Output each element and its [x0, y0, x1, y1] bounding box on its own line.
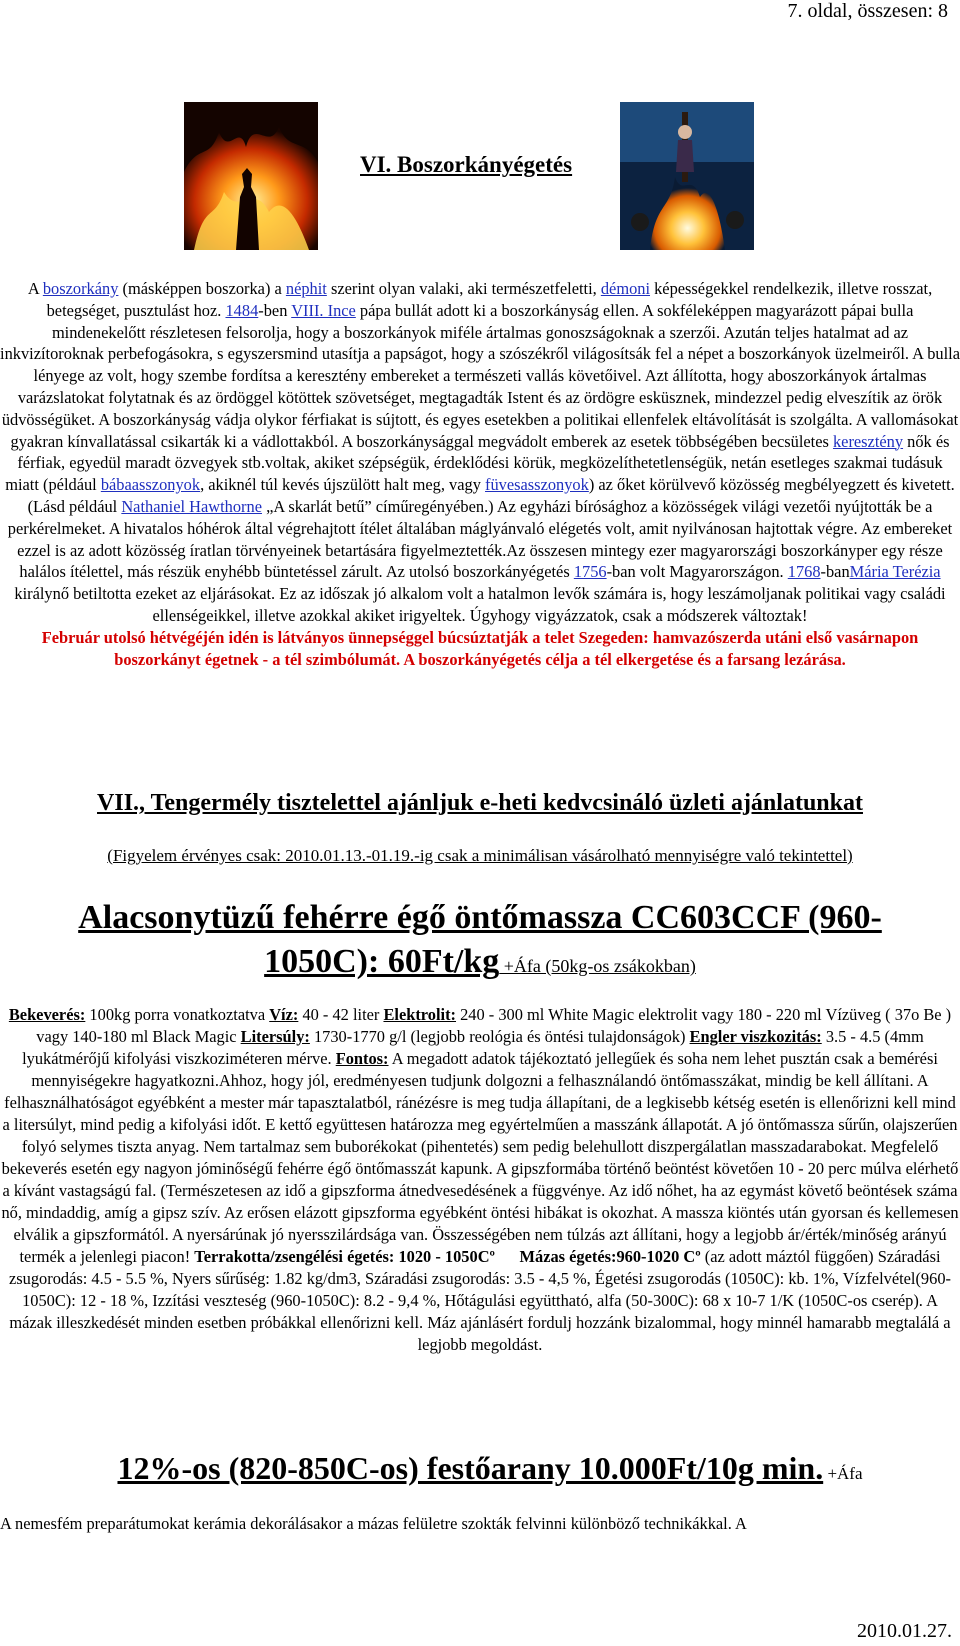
section-6-paragraph: A boszorkány (másképpen boszorka) a néphit szerint olyan valaki, aki természetfeletti, démoni képességekkel rendelkezik, illetve rosszat, betegséget, pusztulást hoz. 1484-ben VIII. Ince pápa bullát adott ki a boszorkányság ellen. A sokféleképpen magyarázott pápai bulla mindenekelőtt részletesen felsorolja, hogy a boszorkányok miféle ártalmas gonoszságoknak a szerzői. Azután teljes hatalmat ad az inkvizítoroknak perbefogásokra, s egyszersmind utasítja a papságot, hogy a szószékről világosítsák fel a népet a boszorkányok üzelmeiről. A bulla lényege az volt, hogy szembe fordítsa a keresztény embereket a természeti vallás követőivel. Azt állította, hogy aboszorkányok ártalmas varázslatokat folytatnak és az ördöggel kötöttek szövetséget, megtagadták Istent és az ördögre esküsznek, mindezzel pedig elveszítik az örök üdvösségüket. A boszorkányság vádja olykor férfiakat is sújtott, és egyes esetekben a politikai ellenfelek eltávolítását is szolgálta. A vallomásokat gyakran kínvallatással csikarták ki a vádlottakból. A boszorkánysággal megvádolt emberek az esetek többségében becsületes keresztény nők és férfiak, egyedül maradt özvegyek stb.voltak, akiket szépségük, érdeklődési körük, megközelíthetetlenségük, netán esetleges szakmai tudásuk miatt (például bábaasszonyok, akiknél túl kevés újszülött halt meg, vagy füvesasszonyok) az őket körülvevő közösség megbélyegzett és kivetett. (Lásd például Nathaniel Hawthorne „A skarlát betű” címűregényében.) Az egyházi bírósághoz a közösségek világi vezetői nyújtották be a perkérelmeket. A hivatalos hóhérok által végrehajtott ítélet általában máglyánvaló elégetés volt, amit nyilvánosan hajtottak végre. Az embereket ezzel is az adott közösség íratlan törvényeinek betartására figyelmeztették.Az összesen mintegy ezer magyarországi boszorkányper egy része halálos ítélettel, más részük enyhébb büntetéssel zárult. Az utolsó boszorkányégetés 1756-ban volt Magyarországon. 1768-banMária Terézia királynő betiltotta ezeket az eljárásokat. Ez az időszak jó alkalom volt a hatalmon levők számára is, hogy leszámoljanak politikai vagy családi ellenségeikkel, illetve azokkal akiket irigyeltek. Úgyhogy vigyázzatok, csak a módszerek változtak! [0, 279, 960, 625]
section-6-body [0, 278, 960, 670]
section-6-title: VI. Boszorkányégetés [360, 152, 573, 177]
link-babaasszonyok[interactable]: bábaasszonyok [100, 475, 201, 495]
specs-paragraph: Bekeverés: 100kg porra vonatkoztatva Víz: 40 - 42 liter Elektrolit: 240 - 300 ml White Magic elektrolit vagy 180 - 220 ml Vízüveg ( 37o Be ) vagy 140-180 ml Black Magic Litersúly: 1730-1770 g/l (legjobb reológia és öntési tulajdonságok) Engler viszkozitás: 3.5 - 4.5 (4mm lyukátmérőjű kifolyási viszkoziméteren mérve. Fontos: A megadott adatok tájékoztató jellegűek és soha nem lehet pusztán csak a bemérési mennyiségekre hagyatkozni.Ahhoz, hogy jól, eredményesen tudjunk dolgozni a felhasználandó öntőmasszákat, mindig be kell állítani. A felhasználhatóságot egyébként a mester már tapasztalatból, ránézésre is meg tudja állapítani, de a legkisebb kétség esetén is ellenőrizni kell mind a litersúlyt, mind pedig a kifolyási időt. E kettő együttesen határozza meg egyértelműen a masszánk állapotát. A jó öntőmassza sűrűn, olajszerűen folyó selymes tiszta anyag. Nem tartalmaz sem buborékokat (pihentetés) sem pedig belehullott diszpergálatlan masszadarabokat. Megfelelő bekeverés esetén egy nagyon jóminőségű fehérre égő öntőmasszát kapunk. A gipszformába történő beöntést követően 10 - 20 perc múlva elérhető a kívánt vastagságú fal. (Természetesen az idő a gipszforma átnedvesedésének a függvénye. Az idő nőhet, ha az egymást követő beöntések száma nő, mindaddig, amíg a gipsz szív. Az erősen elázott gipszforma egyébként öntési hibákat is okozhat. A massza kiöntés után gyorsan és kellemesen elválik a gipszformától. A nyersárúnak jó nyersszilárdsága van. Összességében nem túlzás azt állítani, hogy a legjobb ár/érték/minőség arányú termék a jelenlegi piacon! Terrakotta/zsengélési égetés: 1020 - 1050Cº Mázas égetés:960-1020 Cº (az adott máztól függően) Száradási zsugorodás: 4.5 - 5.5 %, Nyers sűrűség: 1.82 kg/dm3, Száradási zsugorodás: 3.5 - 4,5 %, Égetési zsugorodás (1050C): kb. 1%, Vízfelvétel(960-1050C): 12 - 18 %, Izzítási veszteség (960-1050C): 8.2 - 9,4 %, Hőtágulási együttható, alfa (50-300C): 68 x 10-7 1/K (1050C-os cserép). A mázak illeszkedését minden esetben próbákkal ellenőrizni kell. Máz ajánlásért fordulj hozzánk bizalommal, hogy minnél hamarabb megtalálá a legjobb megoldást. [1, 1005, 959, 1354]
gold-name-price: 12%-os (820-850C-os) festőarany 10.000Ft/10g min. [117, 1450, 824, 1486]
product-specs [0, 1004, 960, 1356]
product-vat-note: +Áfa (50kg-os zsákokban) [499, 956, 696, 976]
elektrolit-label: Elektrolit: [383, 1005, 457, 1024]
link-1484[interactable]: 1484 [225, 300, 259, 320]
gold-offer-title [60, 1450, 920, 1487]
link-maria-terezia[interactable]: Mária Terézia [849, 562, 941, 582]
gold-description: A nemesfém preparátumokat kerámia dekorálásakor a mázas felületre szokták felvinni különböző technikákkal. A [0, 1514, 747, 1533]
fire-photo [184, 102, 318, 250]
szeged-event-note: Február utolsó hétvégéjén idén is látványos ünnepséggel búcsúztatják a telet Szegeden: hamvazószerda utáni első vasárnapon boszorkányt égetnek - a tél szimbólumát. A boszorkányégetés célja a tél elkergetése és a farsang lezárása. [41, 627, 919, 669]
link-boszorkany[interactable]: boszorkány [42, 279, 119, 298]
link-kereszteny[interactable]: keresztény [832, 431, 904, 451]
link-1768[interactable]: 1768 [787, 562, 821, 582]
burning-witch-photo [620, 102, 754, 250]
section-7-title: VII., Tengermély tisztelettel ajánljuk e-heti kedvcsináló üzleti ajánlatunkat [97, 790, 863, 816]
fontos-label: Fontos: [335, 1049, 389, 1068]
link-demoni[interactable]: démoni [600, 279, 651, 298]
footer-date: 2010.01.27. [857, 1620, 952, 1642]
product-title [30, 896, 930, 988]
validity-notice: (Figyelem érvényes csak: 2010.01.13.-01.19.-ig csak a minimálisan vásárolható mennyiségre való tekintettel) [107, 846, 853, 865]
terrakotta-firing: Terrakotta/zsengélési égetés: 1020 - 1050Cº [194, 1247, 495, 1266]
link-nephit[interactable]: néphit [285, 279, 327, 298]
link-viii-ince[interactable]: VIII. Ince [291, 300, 356, 320]
page-number: 7. oldal, összesen: 8 [787, 0, 948, 22]
engler-label: Engler viszkozitás: [689, 1027, 822, 1046]
product-name-price: Alacsonytüzű fehérre égő öntőmassza CC603CCF (960-1050C): 60Ft/kg [78, 899, 882, 980]
litersuly-label: Litersúly: [240, 1027, 310, 1046]
bekeveres-label: Bekeverés: [8, 1005, 86, 1024]
link-1756[interactable]: 1756 [573, 562, 607, 582]
link-fuvesasszonyok[interactable]: füvesasszonyok [485, 475, 589, 495]
viz-label: Víz: [269, 1005, 299, 1024]
link-hawthorne[interactable]: Nathaniel Hawthorne [121, 496, 262, 516]
glaze-firing: Mázas égetés:960-1020 Cº [519, 1247, 701, 1266]
gold-vat-note: +Áfa [823, 1464, 863, 1483]
